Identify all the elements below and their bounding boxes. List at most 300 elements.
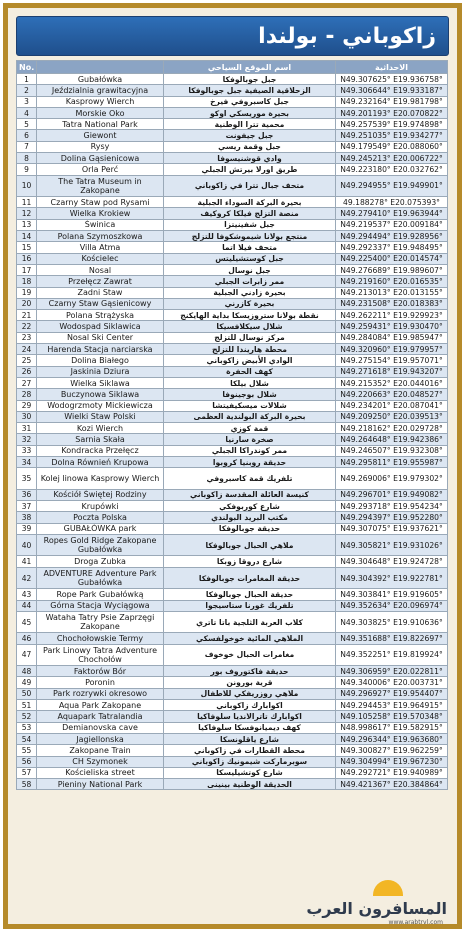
place-name-ar: صخرة سارنيا — [164, 434, 336, 445]
page-inner — [8, 8, 457, 924]
place-name-en: Wielka Siklawa — [37, 377, 164, 388]
place-name-en: Aquapark Tatralandia — [37, 711, 164, 722]
places-table — [16, 60, 448, 790]
table-row — [17, 400, 448, 411]
table-row — [17, 767, 448, 778]
place-name-en: Wielka Krokiew — [37, 208, 164, 219]
row-number: 55 — [17, 745, 37, 756]
table-row — [17, 468, 448, 490]
place-name-ar: محطة هاريندا للتزلج — [164, 344, 336, 355]
place-coordinates: N49.279410° E19.963944° — [336, 208, 448, 219]
table-header-row — [17, 61, 448, 74]
row-number: 6 — [17, 130, 37, 141]
place-name-ar: كلاب العربة الثلجية باتا تاتري — [164, 611, 336, 633]
place-name-ar: مغامرات الحبال خوخوف — [164, 644, 336, 666]
table-row — [17, 745, 448, 756]
place-name-en: ADVENTURE Adventure Park Gubałówka — [37, 567, 164, 589]
place-name-en: Wielki Staw Polski — [37, 411, 164, 422]
table-row — [17, 276, 448, 287]
table-row — [17, 489, 448, 500]
place-name-ar: شارع كوربوفكي — [164, 501, 336, 512]
place-name-ar: جبل جيفونت — [164, 130, 336, 141]
place-coordinates: N49.352634° E20.096974° — [336, 600, 448, 611]
place-name-ar: ممر كوندراكا الجبلي — [164, 445, 336, 456]
place-coordinates: 49.188278° E20.075393° — [336, 197, 448, 208]
place-name-ar: بحيرة موريسكي اوكو — [164, 107, 336, 118]
row-number: 34 — [17, 457, 37, 468]
place-name-ar: وادي قوشنيسوفا — [164, 153, 336, 164]
place-coordinates: N49.306959° E20.022811° — [336, 666, 448, 677]
place-coordinates: N49.218162° E20.029728° — [336, 423, 448, 434]
place-name-ar: شلال سيكلافسيكا — [164, 321, 336, 332]
place-name-ar: مركز نوسال للتزلج — [164, 332, 336, 343]
place-name-en: Rope Park Gubałówką — [37, 589, 164, 600]
row-number: 52 — [17, 711, 37, 722]
row-number: 49 — [17, 677, 37, 688]
row-number: 35 — [17, 468, 37, 490]
place-name-en: Polana Szymoszkowa — [37, 231, 164, 242]
table-row — [17, 633, 448, 644]
place-name-ar: حديقة روبنيا كروبوا — [164, 457, 336, 468]
place-name-ar: الحديقة الوطنية بينينى — [164, 779, 336, 790]
table-row — [17, 96, 448, 107]
row-number: 23 — [17, 332, 37, 343]
place-name-ar: اكوابارك تاترالانديا سلوفاكيا — [164, 711, 336, 722]
place-coordinates: N49.215352° E20.044016° — [336, 377, 448, 388]
place-name-en: Przełęcz Zawrat — [37, 276, 164, 287]
place-name-en: Wodospad Siklawica — [37, 321, 164, 332]
place-coordinates: N49.264648° E19.942386° — [336, 434, 448, 445]
row-number: 46 — [17, 633, 37, 644]
place-name-ar: الزحلاقية الصيفية جبل جوبالوفكا — [164, 85, 336, 96]
arab-travelers-logo — [306, 868, 451, 926]
row-number: 9 — [17, 164, 37, 175]
row-number: 54 — [17, 733, 37, 744]
table-row — [17, 600, 448, 611]
row-number: 37 — [17, 501, 37, 512]
table-row — [17, 242, 448, 253]
table-row — [17, 310, 448, 321]
table-row — [17, 119, 448, 130]
place-coordinates: N49.307625° E19.936758° — [336, 74, 448, 85]
place-name-ar: جبل شفينيتزا — [164, 219, 336, 230]
row-number: 47 — [17, 644, 37, 666]
place-coordinates: N49.246507° E19.932308° — [336, 445, 448, 456]
place-coordinates: N49.293718° E19.954234° — [336, 501, 448, 512]
place-coordinates: N48.998617° E19.582915° — [336, 722, 448, 733]
place-name-en: Górna Stacja Wyciągowa — [37, 600, 164, 611]
place-coordinates: N49.305821° E19.931026° — [336, 534, 448, 556]
place-name-en: Kościelec — [37, 253, 164, 264]
place-name-en: Park Linowy Tatra Adventure Chochołów — [37, 644, 164, 666]
place-coordinates: N49.201193° E20.070822° — [336, 107, 448, 118]
table-row — [17, 107, 448, 118]
place-name-ar: شارع كوتشيليسكا — [164, 767, 336, 778]
place-name-ar: جبل كوستشيليتس — [164, 253, 336, 264]
place-coordinates: N49.276689° E19.989607° — [336, 264, 448, 275]
place-name-ar: ملاهي الحبال جوبالوفكا — [164, 534, 336, 556]
place-name-ar: ممر زابرات الجبلي — [164, 276, 336, 287]
table-row — [17, 644, 448, 666]
table-row — [17, 164, 448, 175]
table-row — [17, 344, 448, 355]
row-number: 45 — [17, 611, 37, 633]
place-name-en: Jaskinia Dziura — [37, 366, 164, 377]
row-number: 17 — [17, 264, 37, 275]
row-number: 53 — [17, 722, 37, 733]
place-coordinates: N49.320960° E19.979957° — [336, 344, 448, 355]
table-row — [17, 298, 448, 309]
table-row — [17, 74, 448, 85]
place-name-en: Wodogrzmoty Mickiewicza — [37, 400, 164, 411]
place-name-ar: شارع ياقلونسكا — [164, 733, 336, 744]
table-row — [17, 534, 448, 556]
place-coordinates: N49.294397° E19.952280° — [336, 512, 448, 523]
place-coordinates: N49.306644° E19.933187° — [336, 85, 448, 96]
place-name-ar: كهف الحفرة — [164, 366, 336, 377]
place-name-ar: شلال بيلكا — [164, 377, 336, 388]
row-number: 28 — [17, 389, 37, 400]
place-coordinates: N49.234201° E20.087041° — [336, 400, 448, 411]
header-no: No. — [17, 61, 37, 74]
place-name-en: Poronin — [37, 677, 164, 688]
header-name-en — [37, 61, 164, 74]
place-name-ar: اكوابارك زاكوباني — [164, 700, 336, 711]
table-row — [17, 457, 448, 468]
row-number: 51 — [17, 700, 37, 711]
place-name-en: Villa Atma — [37, 242, 164, 253]
place-name-ar: حديقة الحبال جوبالوفكا — [164, 589, 336, 600]
place-coordinates: N49.223180° E20.032762° — [336, 164, 448, 175]
place-name-en: Kasprowy Wierch — [37, 96, 164, 107]
place-name-ar: جبل جوبالوفكا — [164, 74, 336, 85]
row-number: 24 — [17, 344, 37, 355]
place-coordinates: N49.304994° E19.967230° — [336, 756, 448, 767]
place-name-ar: جبل وقمة ريسي — [164, 141, 336, 152]
place-name-ar: شارع دروقا زوبكا — [164, 556, 336, 567]
table-row — [17, 666, 448, 677]
place-name-en: Poczta Polska — [37, 512, 164, 523]
place-name-en: Kondracka Przełęcz — [37, 445, 164, 456]
row-number: 27 — [17, 377, 37, 388]
row-number: 33 — [17, 445, 37, 456]
row-number: 48 — [17, 666, 37, 677]
sun-icon — [373, 880, 403, 896]
place-name-en: Morskie Oko — [37, 107, 164, 118]
place-name-ar: حديقة المغامرات جوبالوفكا — [164, 567, 336, 589]
row-number: 38 — [17, 512, 37, 523]
place-coordinates: N49.351688° E19.822697° — [336, 633, 448, 644]
place-name-ar: تلفريك غورنا ستاسيجوا — [164, 600, 336, 611]
place-name-en: Kościeliska street — [37, 767, 164, 778]
place-name-ar: سوبرماركت شيمونيك زاكوباني — [164, 756, 336, 767]
place-coordinates: N49.296344° E19.963680° — [336, 733, 448, 744]
place-name-ar: حديقة جوبالوفكا — [164, 523, 336, 534]
row-number: 3 — [17, 96, 37, 107]
row-number: 26 — [17, 366, 37, 377]
place-name-ar: كهف ديميانوفسكا سلوفاكيا — [164, 722, 336, 733]
place-coordinates: N49.251035° E19.934277° — [336, 130, 448, 141]
place-name-en: Krupówki — [37, 501, 164, 512]
table-row — [17, 197, 448, 208]
place-name-ar: متحف فيلا اتما — [164, 242, 336, 253]
place-coordinates: N49.220663° E20.048527° — [336, 389, 448, 400]
place-name-en: Droga Zubka — [37, 556, 164, 567]
place-coordinates: N49.292721° E19.940989° — [336, 767, 448, 778]
row-number: 2 — [17, 85, 37, 96]
table-row — [17, 264, 448, 275]
place-name-en: Czarny Staw Gąsienicowy — [37, 298, 164, 309]
row-number: 8 — [17, 153, 37, 164]
place-name-en: Nosal Ski Center — [37, 332, 164, 343]
logo-text: المسافرون العرب — [306, 899, 447, 918]
place-name-en: Aqua Park Zakopane — [37, 700, 164, 711]
table-row — [17, 567, 448, 589]
row-number: 31 — [17, 423, 37, 434]
place-coordinates: N49.219537° E20.009184° — [336, 219, 448, 230]
place-coordinates: N49.257539° E19.974898° — [336, 119, 448, 130]
place-name-en: Park rozrywki okresowo — [37, 688, 164, 699]
place-name-en: CH Szymonek — [37, 756, 164, 767]
place-name-ar: مكتب البريد البولندي — [164, 512, 336, 523]
place-name-ar: بحيرة زادني الجبلية — [164, 287, 336, 298]
place-coordinates: N49.303841° E19.919605° — [336, 589, 448, 600]
place-name-ar: قمة كوزي — [164, 423, 336, 434]
place-name-en: Sarnia Skała — [37, 434, 164, 445]
place-name-en: Demianovska cave — [37, 722, 164, 733]
place-name-ar: شلالات ميسكيفيتشا — [164, 400, 336, 411]
row-number: 14 — [17, 231, 37, 242]
table-row — [17, 141, 448, 152]
table-row — [17, 501, 448, 512]
place-name-ar: قرية بورونن — [164, 677, 336, 688]
row-number: 18 — [17, 276, 37, 287]
place-name-en: Faktorów Bór — [37, 666, 164, 677]
table-row — [17, 332, 448, 343]
place-coordinates: N49.421367° E20.384864° — [336, 779, 448, 790]
place-coordinates: N49.292337° E19.948495° — [336, 242, 448, 253]
row-number: 39 — [17, 523, 37, 534]
place-name-ar: حديقة فاكتوروف بور — [164, 666, 336, 677]
place-coordinates: N49.105258° E19.570348° — [336, 711, 448, 722]
table-row — [17, 366, 448, 377]
row-number: 15 — [17, 242, 37, 253]
row-number: 40 — [17, 534, 37, 556]
table-row — [17, 688, 448, 699]
place-name-en: Rysy — [37, 141, 164, 152]
row-number: 22 — [17, 321, 37, 332]
table-row — [17, 153, 448, 164]
place-name-ar: بحيرة البركة البولندية العظمى — [164, 411, 336, 422]
row-number: 20 — [17, 298, 37, 309]
row-number: 58 — [17, 779, 37, 790]
place-name-ar: الملاهي المائية خوخولفسكي — [164, 633, 336, 644]
row-number: 25 — [17, 355, 37, 366]
place-coordinates: N49.219160° E20.016535° — [336, 276, 448, 287]
place-coordinates: N49.340006° E20.003731° — [336, 677, 448, 688]
place-name-en: Zakopane Train — [37, 745, 164, 756]
row-number: 36 — [17, 489, 37, 500]
table-row — [17, 321, 448, 332]
page-frame — [3, 3, 462, 929]
table-row — [17, 130, 448, 141]
place-coordinates: N49.231508° E20.018383° — [336, 298, 448, 309]
place-coordinates: N49.209250° E20.039513° — [336, 411, 448, 422]
table-row — [17, 377, 448, 388]
place-name-en: Gubałówka — [37, 74, 164, 85]
table-row — [17, 85, 448, 96]
place-coordinates: N49.296927° E19.954407° — [336, 688, 448, 699]
place-coordinates: N49.245213° E20.006722° — [336, 153, 448, 164]
place-name-ar: الوادي الأبيض زاكوباني — [164, 355, 336, 366]
table-row — [17, 434, 448, 445]
place-name-ar: طريق اورلا بيرتش الجبلي — [164, 164, 336, 175]
row-number: 5 — [17, 119, 37, 130]
row-number: 29 — [17, 400, 37, 411]
place-name-en: Zadni Staw — [37, 287, 164, 298]
row-number: 42 — [17, 567, 37, 589]
place-name-ar: نقطة بولانا ستروزيسكا بداية الهايكنج — [164, 310, 336, 321]
place-name-ar: جبل نوسال — [164, 264, 336, 275]
place-coordinates: N49.352251° E19.819924° — [336, 644, 448, 666]
place-coordinates: N49.295811° E19.955987° — [336, 457, 448, 468]
place-coordinates: N49.271618° E19.943207° — [336, 366, 448, 377]
table-row — [17, 219, 448, 230]
place-coordinates: N49.294453° E19.964915° — [336, 700, 448, 711]
place-coordinates: N49.262211° E19.929923° — [336, 310, 448, 321]
place-name-en: Harenda Stacja narciarska — [37, 344, 164, 355]
place-coordinates: N49.213013° E20.013155° — [336, 287, 448, 298]
place-name-en: Orla Perć — [37, 164, 164, 175]
place-name-en: GUBAŁÓWKA park — [37, 523, 164, 534]
row-number: 41 — [17, 556, 37, 567]
table-row — [17, 355, 448, 366]
place-name-ar: محطة القطارات في زاكوباني — [164, 745, 336, 756]
place-name-en: Dolina Białego — [37, 355, 164, 366]
table-row — [17, 556, 448, 567]
row-number: 7 — [17, 141, 37, 152]
table-row — [17, 722, 448, 733]
table-row — [17, 445, 448, 456]
place-coordinates: N49.232164° E19.981798° — [336, 96, 448, 107]
row-number: 12 — [17, 208, 37, 219]
place-name-ar: جبل كاسبروفي فيرخ — [164, 96, 336, 107]
place-name-ar: بحيرة البركة السوداء الجبلية — [164, 197, 336, 208]
place-name-en: Giewont — [37, 130, 164, 141]
place-name-ar: بحيرة كازرني — [164, 298, 336, 309]
place-name-en: Kolej linowa Kasprowy Wierch — [37, 468, 164, 490]
row-number: 4 — [17, 107, 37, 118]
row-number: 56 — [17, 756, 37, 767]
table-row — [17, 611, 448, 633]
row-number: 44 — [17, 600, 37, 611]
place-name-en: Buczynowa Siklawa — [37, 389, 164, 400]
row-number: 43 — [17, 589, 37, 600]
place-name-en: Chochołowskie Termy — [37, 633, 164, 644]
row-number: 11 — [17, 197, 37, 208]
row-number: 30 — [17, 411, 37, 422]
place-name-en: Nosal — [37, 264, 164, 275]
row-number: 57 — [17, 767, 37, 778]
table-row — [17, 523, 448, 534]
table-row — [17, 589, 448, 600]
place-name-en: Jagiellonska — [37, 733, 164, 744]
table-row — [17, 423, 448, 434]
place-name-en: Polana Strążyska — [37, 310, 164, 321]
table-row — [17, 208, 448, 219]
place-name-ar: ملاهي روزريفكي للاطفال — [164, 688, 336, 699]
table-row — [17, 700, 448, 711]
row-number: 16 — [17, 253, 37, 264]
place-name-en: Pieniny National Park — [37, 779, 164, 790]
row-number: 32 — [17, 434, 37, 445]
place-coordinates: N49.296701° E19.949082° — [336, 489, 448, 500]
place-name-en: Dolna Równień Krupowa — [37, 457, 164, 468]
place-name-ar: متحف جبال تترا في زاكوباني — [164, 175, 336, 197]
place-coordinates: N49.307075° E19.937621° — [336, 523, 448, 534]
table-row — [17, 411, 448, 422]
place-name-ar: شلال بوجينوفا — [164, 389, 336, 400]
place-name-en: Ropes Gold Ridge Zakopane Gubałówka — [37, 534, 164, 556]
table-row — [17, 231, 448, 242]
table-row — [17, 287, 448, 298]
place-coordinates: N49.304648° E19.924728° — [336, 556, 448, 567]
place-name-en: Kościół Świętej Rodziny — [37, 489, 164, 500]
place-name-ar: منتجع بولانا شيموشكوفا للتزلج — [164, 231, 336, 242]
place-name-en: The Tatra Museum in Zakopane — [37, 175, 164, 197]
table-row — [17, 389, 448, 400]
table-row — [17, 253, 448, 264]
table-row — [17, 677, 448, 688]
place-name-ar: تلفريك قمة كاسبروفي — [164, 468, 336, 490]
table-row — [17, 779, 448, 790]
row-number: 21 — [17, 310, 37, 321]
place-coordinates: N49.269006° E19.979302° — [336, 468, 448, 490]
place-name-en: Kozi Wierch — [37, 423, 164, 434]
place-coordinates: N49.284084° E19.985947° — [336, 332, 448, 343]
row-number: 1 — [17, 74, 37, 85]
place-coordinates: N49.303825° E19.910636° — [336, 611, 448, 633]
place-coordinates: N49.294955° E19.949901° — [336, 175, 448, 197]
place-coordinates: N49.259431° E19.930470° — [336, 321, 448, 332]
place-name-en: Tatra National Park — [37, 119, 164, 130]
place-name-en: Jeździalnia grawitacyjna — [37, 85, 164, 96]
header-coords: الاحداثية — [336, 61, 448, 74]
place-name-en: Wataha Tatry Psie Zaprzęgi Zakopane — [37, 611, 164, 633]
place-name-en: Świnica — [37, 219, 164, 230]
page-title: زاكوباني - بولندا — [16, 16, 449, 56]
logo-url: www.arabtrvl.com — [388, 919, 443, 926]
row-number: 13 — [17, 219, 37, 230]
place-coordinates: N49.304392° E19.922781° — [336, 567, 448, 589]
place-name-ar: منصة التزلج فيلكا كروكيف — [164, 208, 336, 219]
row-number: 50 — [17, 688, 37, 699]
place-coordinates: N49.294494° E19.928956° — [336, 231, 448, 242]
table-body — [17, 74, 448, 790]
row-number: 19 — [17, 287, 37, 298]
table-row — [17, 733, 448, 744]
table-row — [17, 756, 448, 767]
place-name-en: Dolina Gąsienicowa — [37, 153, 164, 164]
place-name-ar: كنيسة العائلة المقدسة زاكوباني — [164, 489, 336, 500]
place-coordinates: N49.275154° E19.957071° — [336, 355, 448, 366]
place-coordinates: N49.300827° E19.962259° — [336, 745, 448, 756]
place-name-ar: محمية تترا الوطنية — [164, 119, 336, 130]
table-row — [17, 711, 448, 722]
header-name-ar: اسم الموقع السياحي — [164, 61, 336, 74]
place-name-en: Czarny Staw pod Rysami — [37, 197, 164, 208]
place-coordinates: N49.225400° E20.014574° — [336, 253, 448, 264]
